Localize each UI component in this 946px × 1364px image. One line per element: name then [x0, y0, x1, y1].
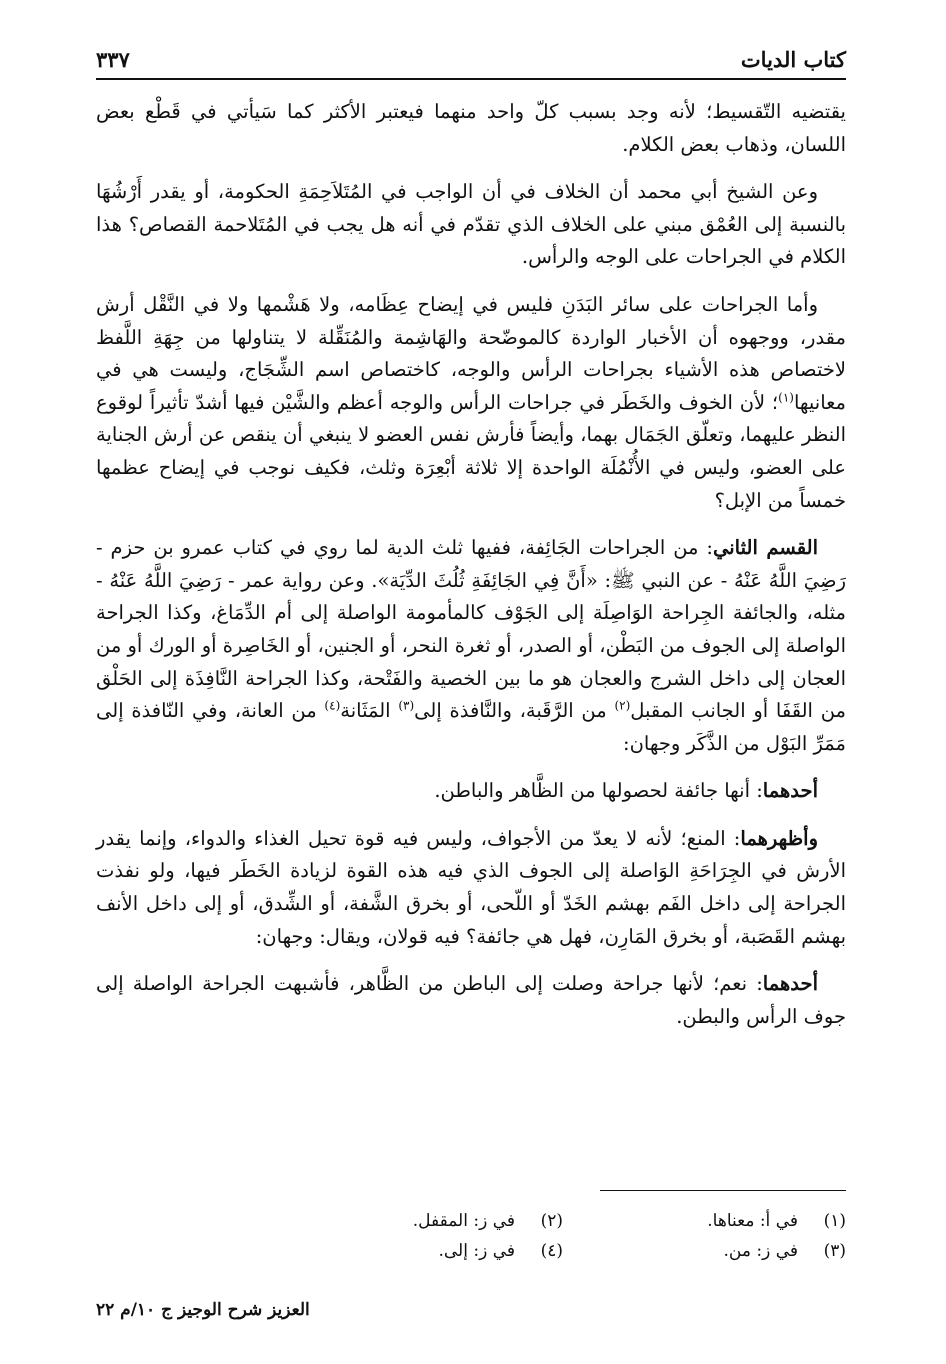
footnote-4: [320, 1236, 563, 1266]
footnote-4-text: في ز: إلى.: [438, 1241, 515, 1261]
paragraph-7-label: أحدهما: [762, 972, 818, 996]
footnote-separator: [600, 1190, 846, 1191]
footnote-ref-1[interactable]: (١): [778, 390, 794, 405]
paragraph-2-text: وعن الشيخ أبي محمد أن الخلاف في أن الواجب في المُتَلاَحِمَةِ الحكومة، أو يقدر أَرْشُهَا بالنسبة إلى العُمْق مبني على الخلاف الذي تقدّم في أنه هل يجب في المُتَلاحمة القصاص؟ هذا الكلام في الجراحات على الوجه والرأس.: [96, 180, 846, 269]
section-label: القسم الثاني: [713, 536, 818, 560]
paragraph-5-text: : أنها جائفة لحصولها من الظَّاهر والباطن.: [434, 779, 763, 803]
footnote-3-text: في ز: من.: [723, 1241, 798, 1261]
paragraph-7: [96, 968, 846, 1033]
paragraph-4-text-b: من الرَّقَبة، والنَّافذة إلى: [414, 699, 615, 723]
paragraph-1: [96, 96, 846, 161]
paragraph-4-text-c: المَثَانة: [340, 699, 399, 723]
paragraph-4-text-a: : من الجراحات الجَائِفة، ففيها ثلث الدية لما روي في كتاب عمرو بن حزم - رَضِيَ اللَّهُ عَنْهُ - عن النبي ﷺ: «أَنَّ فِي الجَائِفَةِ ثُلُثَ الدِّيَة». وعن رواية عمر - رَضِيَ اللَّهُ عَنْهُ - مثله، والجائفة الجِراحة الوَاصِلَة إلى الجَوْف كالمأمومة الواصلة إلى أم الدِّمَاغ، وكذا الجراحة الواصلة إلى الجوف من البَطْن، أو الصدر، أو ثغرة النحر، أو الجنين، أو الخَاصِرة أو الورك أو من العجان إلى داخل الشرج والعجان هو ما بين الخصية والفَتْحة، وكذا الجراحة النَّافِذَة إلى الحَلْق من القَفَا أو الجانب المقبل: [96, 536, 846, 723]
paragraph-6-label: وأظهرهما: [740, 826, 818, 850]
paragraph-7-text: : نعم؛ لأنها جراحة وصلت إلى الباطن من الظَّاهر، فأشبهت الجراحة الواصلة إلى جوف الرأس والبطن.: [96, 972, 846, 1028]
paragraph-6: [96, 823, 846, 953]
paragraph-3-text-b: ؛ لأن الخوف والخَطَر في جراحات الرأس والوجه أعظم والشَّيْن فيها أشدّ تأثيراً لوقوع النظر عليهما، وتعلّق الجَمَال بهما، وأيضاً فأرش نفس العضو لا ينبغي أن ينقص عن أرش الجناية على العضو، وليس في الأُنْمُلَة الواحدة إلا ثلاثة أبْعِرَة وثلث، فكيف نوجب في إيضاح عظمها خمساً من الإبل؟: [96, 390, 846, 512]
paragraph-6-text: : المنع؛ لأنه لا يعدّ من الأجواف، وليس فيه قوة تحيل الغذاء والدواء، وإنما يقدر الأرش في الجِرَاحَةِ الوَاصلة إلى الجوف الذي فيه هذه القوة لزيادة الخَطَر فيها، ولو نفذت الجراحة إلى داخل الفَم بهشم الخَدّ أو اللّحى، أو بخرق الشَّفة، أو الشِّدق، أو إلى داخل الأنف بهشم القَصَبة، أو بخرق المَارِن، فهل هي جائفة؟ فيه قولان، ويقال: وجهان:: [96, 826, 846, 948]
paragraph-4: [96, 532, 846, 760]
paragraph-1-text: يقتضيه التّقسيط؛ لأنه وجد بسبب كلّ واحد منهما فيعتبر الأكثر كما سَيأتي في قَطْع بعض اللسان، وذهاب بعض الكلام.: [96, 100, 846, 156]
footnote-3-number: (٣): [823, 1241, 846, 1261]
paragraph-5-label: أحدهما: [762, 779, 818, 803]
paragraph-3-text-a: وأما الجراحات على سائر البَدَنِ فليس في إيضاح عِظَامه، ولا هَشْمها ولا في النَّقْل أرش مقدر، ووجهوه أن الأخبار الواردة كالموضّحة والهَاشِمة والمُنَقِّلة لا يتناولها من جِهَةِ اللَّفظ لاختصاص هذه الأشياء بجراحات الرأس والوجه، كاختصاص اسم الشِّجَاج، وليست هي في معانيها: [96, 292, 846, 414]
page-body: [96, 96, 846, 1048]
page-header: [96, 28, 846, 80]
page-signature: العزيز شرح الوجيز ج ١٠/م ٢٢: [96, 1300, 310, 1320]
page-number: ٣٣٧: [96, 47, 130, 72]
paragraph-4-text-d: من العانة، وفي النّافذة إلى مَمَرِّ البَوْل من الذَّكَر وجهان:: [96, 699, 846, 755]
footnotes: [320, 1206, 846, 1266]
chapter-title: كتاب الديات: [740, 47, 846, 72]
footnote-ref-3[interactable]: (٣): [398, 698, 415, 713]
footnote-3: [603, 1236, 846, 1266]
paragraph-3: [96, 289, 846, 517]
footnote-2-text: في ز: المقفل.: [412, 1211, 515, 1231]
footnote-1: [603, 1206, 846, 1236]
paragraph-5: [96, 775, 846, 808]
paragraph-2: [96, 176, 846, 274]
footnote-1-number: (١): [823, 1211, 846, 1231]
footnote-2: [320, 1206, 563, 1236]
footnote-2-number: (٢): [540, 1211, 563, 1231]
footnote-ref-2[interactable]: (٢): [614, 698, 631, 713]
footnote-1-text: في أ: معناها.: [707, 1211, 798, 1231]
footnote-ref-4[interactable]: (٤): [324, 698, 341, 713]
footnote-4-number: (٤): [540, 1241, 563, 1261]
